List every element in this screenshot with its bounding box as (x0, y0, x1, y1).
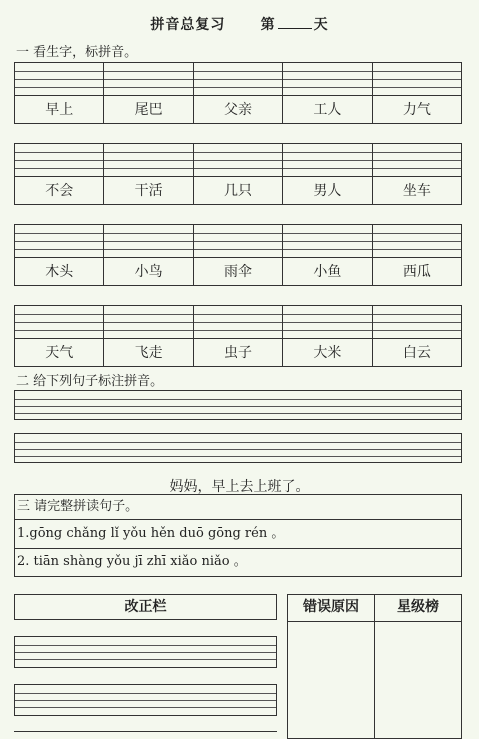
title-main: 拼音总复习 (150, 17, 226, 33)
grid-cell (104, 225, 193, 285)
grid-word: 大米 (313, 345, 342, 361)
grid-cell (15, 144, 104, 204)
grid-cell (373, 144, 461, 204)
pinyin-writing-lines-2 (14, 433, 462, 463)
pinyin-writing-lines (283, 225, 371, 258)
grid-word: 干活 (134, 183, 163, 199)
pinyin-writing-lines (104, 144, 192, 177)
pinyin-writing-lines (15, 306, 103, 339)
grid-word: 力气 (402, 102, 431, 118)
grid-word: 早上 (45, 102, 74, 118)
pinyin-writing-lines (373, 63, 461, 96)
correction-lines-1 (14, 636, 277, 668)
grid-cell (283, 306, 372, 366)
pinyin-writing-lines (104, 306, 192, 339)
grid-cell (104, 144, 193, 204)
error-reason-column (288, 595, 375, 738)
pinyin-writing-lines (194, 306, 282, 339)
grid-cell (194, 63, 283, 123)
grid-word: 男人 (313, 183, 342, 199)
grid-word: 坐车 (402, 183, 431, 199)
grid-word: 虫子 (224, 345, 253, 361)
grid-cell (194, 306, 283, 366)
grid-cell (283, 63, 372, 123)
grid-cell (15, 306, 104, 366)
title-day-prefix: 第 (260, 17, 276, 33)
grid-cell (373, 306, 461, 366)
pinyin-writing-lines (15, 144, 103, 177)
star-rating-header: 星级榜 (375, 595, 461, 622)
pinyin-writing-lines (283, 306, 371, 339)
grid-cell (104, 63, 193, 123)
pinyin-writing-lines-1 (14, 390, 462, 420)
title-day-suffix: 天 (313, 17, 329, 33)
correction-header: 改正栏 (14, 594, 277, 620)
grid-word: 不会 (45, 183, 74, 199)
pinyin-writing-lines (15, 225, 103, 258)
grid-word: 尾巴 (134, 102, 163, 118)
pinyin-writing-lines (373, 306, 461, 339)
grid-word: 雨伞 (224, 264, 253, 280)
character-grid-row (14, 143, 462, 205)
section2-label: 二 给下列句子标注拼音。 (16, 374, 164, 389)
grid-cell (15, 225, 104, 285)
pinyin-writing-lines (194, 63, 282, 96)
grid-word: 小鱼 (313, 264, 342, 280)
pinyin-writing-lines (373, 225, 461, 258)
section3-label: 三 请完整拼读句子。 (14, 494, 462, 520)
error-reason-header: 错误原因 (288, 595, 374, 622)
grid-word: 几只 (224, 183, 253, 199)
grid-word: 父亲 (224, 102, 253, 118)
grid-word: 木头 (45, 264, 74, 280)
grid-cell (194, 225, 283, 285)
pinyin-writing-lines (104, 63, 192, 96)
grid-cell (104, 306, 193, 366)
pinyin-writing-lines (15, 63, 103, 96)
correction-lines-2 (14, 684, 277, 716)
section2-sentence: 妈妈，早上去上班了。 (169, 479, 310, 495)
pinyin-writing-lines (194, 225, 282, 258)
grid-word: 白云 (402, 345, 431, 361)
worksheet-title (0, 14, 479, 34)
character-grid-row (14, 62, 462, 124)
pinyin-writing-lines (104, 225, 192, 258)
grid-cell (194, 144, 283, 204)
star-rating-column (375, 595, 461, 738)
grid-word: 飞走 (134, 345, 163, 361)
grid-word: 小鸟 (134, 264, 163, 280)
reading-line-2: 2. tiān shàng yǒu jī zhī xiǎo niǎo 。 (14, 549, 462, 577)
grid-cell (373, 63, 461, 123)
grid-cell (15, 63, 104, 123)
review-table (287, 594, 462, 739)
grid-cell (283, 144, 372, 204)
section1-label: 一 看生字，标拼音。 (16, 45, 138, 60)
grid-cell (373, 225, 461, 285)
grid-cell (283, 225, 372, 285)
character-grid-row (14, 224, 462, 286)
pinyin-writing-lines (283, 144, 371, 177)
correction-lines-3-edge (14, 731, 277, 732)
reading-line-1: 1.gōng chǎng lǐ yǒu hěn duō gōng rén 。 (14, 520, 462, 549)
day-blank (278, 16, 312, 29)
character-grid-row (14, 305, 462, 367)
grid-word: 工人 (313, 102, 342, 118)
pinyin-writing-lines (283, 63, 371, 96)
grid-word: 天气 (45, 345, 74, 361)
pinyin-writing-lines (194, 144, 282, 177)
grid-word: 西瓜 (402, 264, 431, 280)
pinyin-writing-lines (373, 144, 461, 177)
